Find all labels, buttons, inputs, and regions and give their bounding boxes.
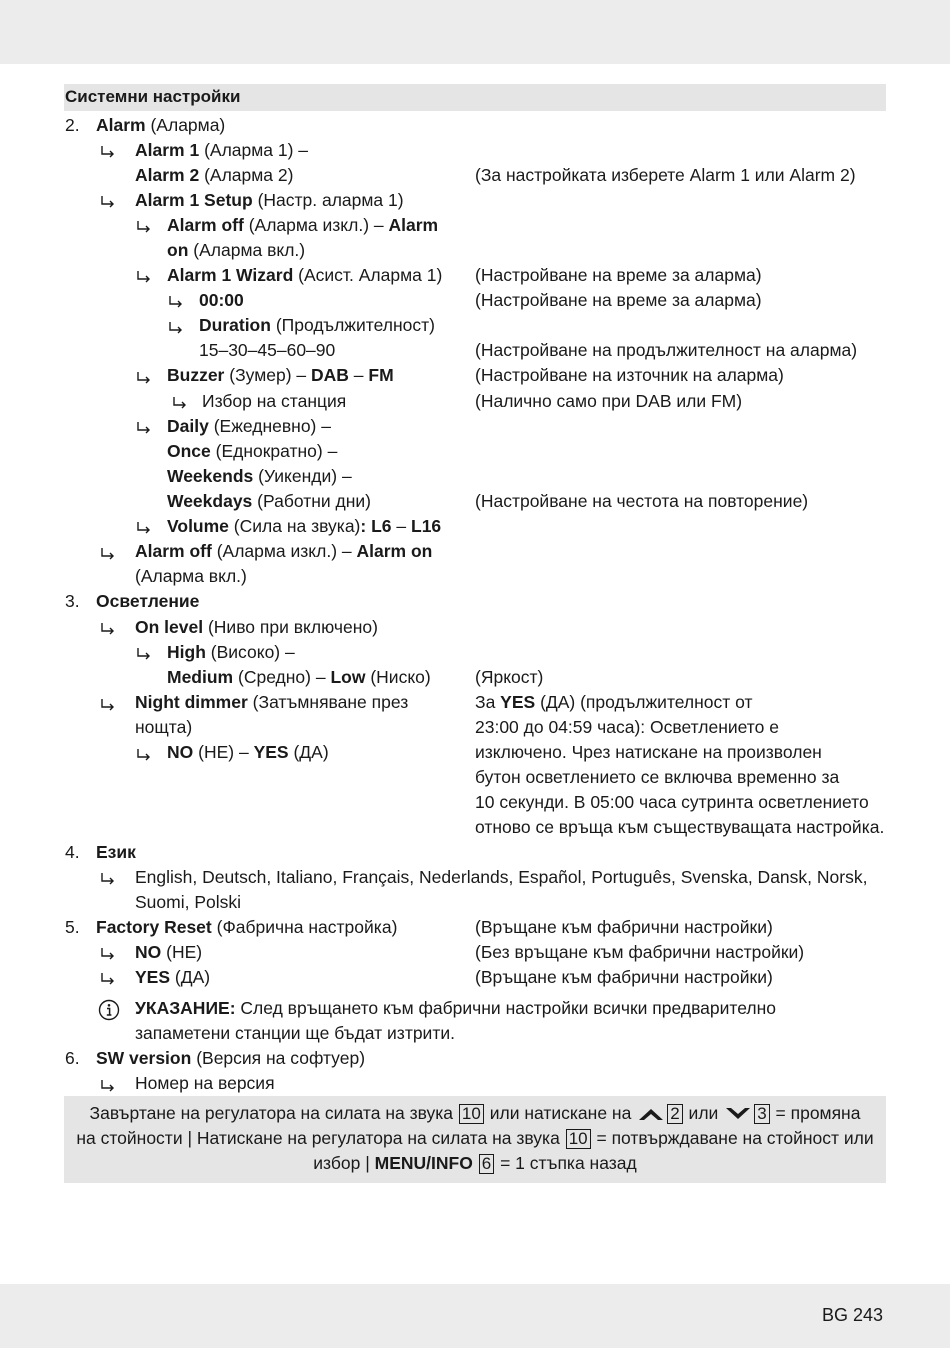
submenu-arrow-icon xyxy=(168,295,184,308)
arrow-down-icon xyxy=(725,1107,751,1121)
key-10: 10 xyxy=(566,1129,591,1149)
reset-no-option: NO (НЕ) xyxy=(135,942,203,962)
submenu-arrow-icon xyxy=(100,872,116,885)
submenu-arrow-icon xyxy=(100,947,116,960)
item-number: 6. xyxy=(65,1048,80,1068)
alarm-1-setup: Alarm 1 Setup (Настр. аларма 1) xyxy=(135,190,404,210)
brightness-description: (Яркост) xyxy=(475,667,544,687)
reset-yes-description: (Връщане към фабрични настройки) xyxy=(475,967,773,987)
alarm-1-wizard: Alarm 1 Wizard (Асист. Аларма 1) xyxy=(167,265,443,285)
dimmer-description-line: бутон осветлението се включва временно за xyxy=(475,767,840,787)
item-number: 5. xyxy=(65,917,80,937)
dimmer-description-line: 23:00 до 04:59 часа): Осветлението е xyxy=(475,717,779,737)
version-number: Номер на версия xyxy=(135,1073,275,1093)
submenu-arrow-icon xyxy=(100,145,116,158)
info-icon xyxy=(98,999,120,1021)
menu-factory-reset: Factory Reset (Фабрична настройка) xyxy=(96,917,398,937)
header-band xyxy=(0,0,950,64)
duration-option: Duration (Продължителност) xyxy=(199,315,435,335)
key-3: 3 xyxy=(754,1104,769,1124)
submenu-arrow-icon xyxy=(100,547,116,560)
key-10: 10 xyxy=(459,1104,484,1124)
submenu-arrow-icon xyxy=(100,195,116,208)
station-description: (Налично само при DAB или FM) xyxy=(475,391,743,411)
dimmer-description-line: отново се връща към съществуващата настройка. xyxy=(475,817,885,837)
alarm-select-description: (За настройката изберете Alarm 1 или Alarm 2) xyxy=(475,165,856,185)
repeat-description: (Настройване на честота на повторение) xyxy=(475,491,809,511)
submenu-arrow-icon xyxy=(136,647,152,660)
help-line-2: на стойности | Натискане на регулатора на силата на звука 10 = потвърждаване на стойност или xyxy=(76,1128,874,1148)
station-select: Избор на станция xyxy=(202,391,347,411)
reset-yes-option: YES (ДА) xyxy=(135,967,211,987)
buzzer-option: Buzzer (Зумер) – DAB – FM xyxy=(167,365,394,385)
submenu-arrow-icon xyxy=(136,220,152,233)
dimmer-description-line: За YES (ДА) (продължителност от xyxy=(475,692,753,712)
footer-band xyxy=(0,1284,950,1348)
submenu-arrow-icon xyxy=(100,972,116,985)
alarm-off-on-option: Alarm off (Аларма изкл.) – Alarm xyxy=(167,215,439,235)
submenu-arrow-icon xyxy=(168,321,184,334)
night-dimmer-option: Night dimmer (Затъмняване през xyxy=(135,692,409,712)
item-number: 2. xyxy=(65,115,80,135)
submenu-arrow-icon xyxy=(136,748,152,761)
on-level-option: On level (Ниво при включено) xyxy=(135,617,378,637)
submenu-arrow-icon xyxy=(100,698,116,711)
alarm-2-option: Alarm 2 (Аларма 2) xyxy=(135,165,294,185)
alarm-on-note: (Аларма вкл.) xyxy=(135,566,247,586)
alarm-off-on-toggle: Alarm off (Аларма изкл.) – Alarm on xyxy=(135,541,433,561)
arrow-up-icon xyxy=(638,1107,664,1121)
section-heading: Системни настройки xyxy=(65,87,241,106)
menu-sw-version: SW version (Версия на софтуер) xyxy=(96,1048,366,1068)
weekends-option: Weekends (Уикенди) – xyxy=(167,466,352,486)
menu-alarm: Alarm (Аларма) xyxy=(96,115,226,135)
help-line-3: избор | MENU/INFO 6 = 1 стъпка назад xyxy=(313,1153,637,1173)
dimmer-description-line: изключено. Чрез натискане на произволен xyxy=(475,742,822,762)
no-yes-option: NO (НЕ) – YES (ДА) xyxy=(167,742,329,762)
medium-low-option: Medium (Средно) – Low (Ниско) xyxy=(167,667,431,687)
submenu-arrow-icon xyxy=(100,622,116,635)
high-option: High (Високо) – xyxy=(167,642,295,662)
item-number: 3. xyxy=(65,591,80,611)
menu-language: Език xyxy=(96,842,136,862)
reset-no-description: (Без връщане към фабрични настройки) xyxy=(475,942,805,962)
duration-description: (Настройване на продължителност на аларма) xyxy=(475,340,858,360)
key-2: 2 xyxy=(667,1104,682,1124)
submenu-arrow-icon xyxy=(136,371,152,384)
duration-values: 15–30–45–60–90 xyxy=(199,340,336,360)
alarm-1-option: Alarm 1 (Аларма 1) – xyxy=(135,140,309,160)
volume-option: Volume (Сила на звука): L6 – L16 xyxy=(167,516,442,536)
reset-note-cont: запаметени станции ще бъдат изтрити. xyxy=(135,1023,455,1043)
alarm-on-label: on (Аларма вкл.) xyxy=(167,240,306,260)
language-list: English, Deutsch, Italiano, Français, Nederlands, Español, Português, Svenska, Dansk, Norsk, xyxy=(135,867,868,887)
dimmer-description-line: 10 секунди. В 05:00 часа сутринта осветлението xyxy=(475,792,869,812)
submenu-arrow-icon xyxy=(136,421,152,434)
menu-lighting: Осветление xyxy=(96,591,200,611)
help-line-1: Завъртане на регулатора на силата на звука 10 или натискане на 2 или 3 = промяна xyxy=(89,1103,861,1123)
wizard-description: (Настройване на време за аларма) xyxy=(475,265,762,285)
reset-description: (Връщане към фабрични настройки) xyxy=(475,917,773,937)
night-dimmer-note: нощта) xyxy=(135,717,193,737)
item-number: 4. xyxy=(65,842,80,862)
submenu-arrow-icon xyxy=(172,396,188,409)
submenu-arrow-icon xyxy=(136,270,152,283)
page-number: BG 243 xyxy=(822,1305,884,1325)
alarm-time: 00:00 xyxy=(199,290,244,310)
key-6: 6 xyxy=(479,1154,494,1174)
time-description: (Настройване на време за аларма) xyxy=(475,290,762,310)
buzzer-description: (Настройване на източник на аларма) xyxy=(475,365,784,385)
once-option: Once (Еднократно) – xyxy=(167,441,338,461)
reset-note: УКАЗАНИЕ: След връщането към фабрични настройки всички предварително xyxy=(135,998,776,1018)
weekdays-option: Weekdays (Работни дни) xyxy=(167,491,371,511)
language-list-cont: Suomi, Polski xyxy=(135,892,242,912)
submenu-arrow-icon xyxy=(100,1079,116,1092)
daily-option: Daily (Ежедневно) – xyxy=(167,416,331,436)
submenu-arrow-icon xyxy=(136,521,152,534)
